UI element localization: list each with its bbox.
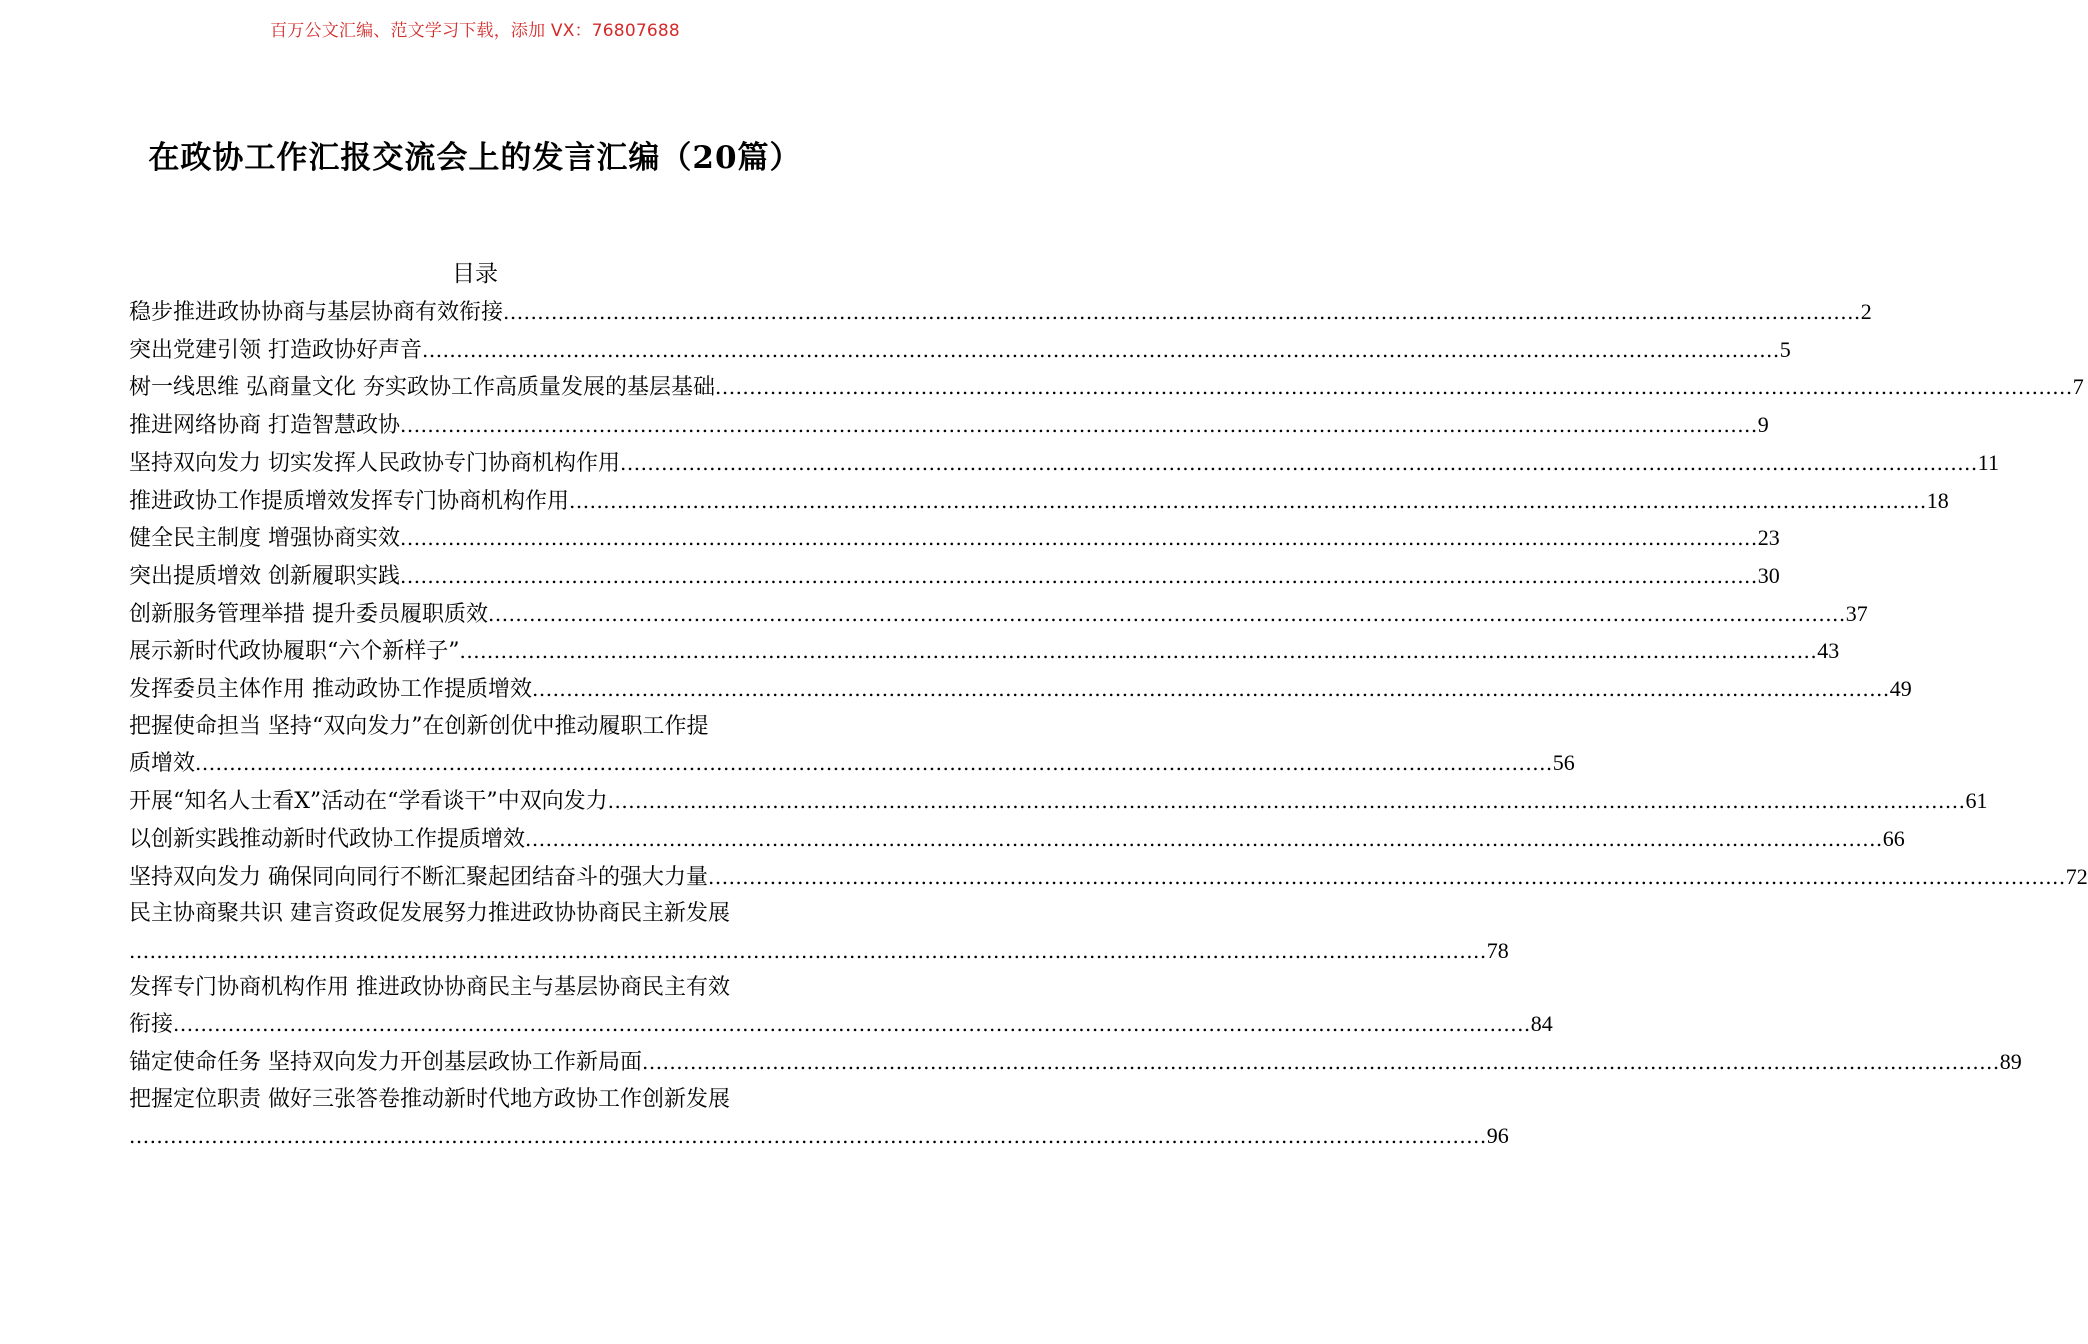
toc-entry-title: 突出提质增效 创新履职实践 <box>129 563 400 589</box>
toc-entry-title: 发挥委员主体作用 推动政协工作提质增效 <box>129 677 532 703</box>
toc-entry[interactable] <box>129 933 1509 970</box>
toc-leader-dots <box>525 821 1883 858</box>
toc-entry-title: 健全民主制度 增强协商实效 <box>129 526 400 552</box>
toc-page-number: 49 <box>1889 676 1912 702</box>
toc-entry-line: 发挥专门协商机构作用 推进政协协商民主与基层协商民主有效 <box>129 974 730 1000</box>
toc-entry[interactable] <box>129 407 1769 445</box>
toc-page-number: 7 <box>2072 374 2084 400</box>
toc-entry[interactable] <box>129 821 1905 859</box>
toc-entry[interactable] <box>129 745 1575 783</box>
toc-entry-title: 展示新时代政协履职“六个新样子” <box>129 639 460 665</box>
toc-page-number: 61 <box>1965 788 1988 814</box>
toc-entry-title: 稳步推进政协协商与基层协商有效衔接 <box>129 300 504 325</box>
toc-entry[interactable] <box>129 558 1780 596</box>
toc-entry-title: 创新服务管理举措 提升委员履职质效 <box>129 601 488 627</box>
toc-leader-dots <box>195 745 1553 782</box>
toc-entry-title: 以创新实践推动新时代政协工作提质增效 <box>129 826 526 852</box>
toc-entry[interactable] <box>129 369 2084 407</box>
toc-leader-dots <box>503 294 1861 331</box>
toc-page-number: 5 <box>1779 336 1791 362</box>
header-watermark-note: 百万公文汇编、范文学习下载，添加 VX：76807688 <box>270 21 680 41</box>
toc-page-number: 37 <box>1845 600 1868 626</box>
toc-leader-dots <box>173 1006 1531 1043</box>
toc-leader-dots <box>129 933 1487 970</box>
toc-leader-dots <box>488 596 1846 633</box>
toc-leader-dots <box>400 407 1758 444</box>
toc-page-number: 78 <box>1486 937 1509 963</box>
toc-leader-dots <box>400 558 1758 595</box>
toc-page-number: 30 <box>1757 562 1780 588</box>
toc-leader-dots <box>400 520 1758 557</box>
toc-leader-dots <box>569 483 1927 520</box>
toc-page-number: 11 <box>1977 449 1999 475</box>
toc-entry-line: 民主协商聚共识 建言资政促发展努力推进政协协商民主新发展 <box>129 901 730 927</box>
toc-entry[interactable] <box>129 1118 1509 1155</box>
toc-entry[interactable] <box>129 483 1949 521</box>
toc-entry-title: 开展“知名人士看X”活动在“学看谈干”中双向发力 <box>129 789 608 815</box>
toc-page-number: 18 <box>1926 487 1949 513</box>
toc-leader-dots <box>715 369 2073 406</box>
toc-entry-line: 把握定位职责 做好三张答卷推动新时代地方政协工作创新发展 <box>129 1086 730 1112</box>
toc-page-number: 72 <box>2065 863 2088 889</box>
toc-page-number: 66 <box>1882 825 1905 851</box>
toc-page-number: 84 <box>1530 1011 1553 1037</box>
toc-entry-title: 坚持双向发力 切实发挥人民政协专门协商机构作用 <box>129 450 620 476</box>
toc-leader-dots <box>620 445 1978 482</box>
toc-leader-dots <box>129 1118 1487 1155</box>
toc-leader-dots <box>608 783 1966 820</box>
toc-entry[interactable] <box>129 445 1999 483</box>
toc-entry[interactable] <box>129 671 1912 709</box>
toc-entry-title: 坚持双向发力 确保同向同行不断汇聚起团结奋斗的强大力量 <box>129 864 708 890</box>
toc-entry[interactable] <box>129 783 1988 821</box>
toc-entry[interactable] <box>129 633 1840 671</box>
toc-page-number: 89 <box>1999 1049 2022 1075</box>
toc-heading: 目录 <box>452 261 498 287</box>
toc-page-number: 2 <box>1860 299 1872 324</box>
document-title: 在政协工作汇报交流会上的发言汇编（20篇） <box>148 140 802 176</box>
toc-page-number: 9 <box>1757 412 1769 438</box>
toc-entry[interactable] <box>129 294 1872 332</box>
toc-entry[interactable] <box>129 332 1791 370</box>
toc-entry[interactable] <box>129 1006 1553 1044</box>
toc-leader-dots <box>532 671 1890 708</box>
toc-entry-line: 把握使命担当 坚持“双向发力”在创新创优中推动履职工作提 <box>129 713 709 739</box>
toc-entry[interactable] <box>129 1044 2022 1082</box>
toc-leader-dots <box>708 859 2066 896</box>
toc-page-number: 96 <box>1486 1123 1509 1149</box>
toc-entry-title: 锚定使命任务 坚持双向发力开创基层政协工作新局面 <box>129 1050 642 1076</box>
toc-entry-title: 推进政协工作提质增效发挥专门协商机构作用 <box>129 488 570 514</box>
toc-entry-title: 突出党建引领 打造政协好声音 <box>129 337 422 363</box>
toc-leader-dots <box>642 1044 2000 1081</box>
toc-entry-title: 树一线思维 弘商量文化 夯实政协工作高质量发展的基层基础 <box>129 375 715 401</box>
toc-leader-dots <box>422 332 1780 369</box>
toc-page-number: 23 <box>1757 525 1780 551</box>
toc-entry-title: 推进网络协商 打造智慧政协 <box>129 413 400 439</box>
toc-entry[interactable] <box>129 596 1868 634</box>
toc-entry[interactable] <box>129 520 1780 558</box>
toc-page-number: 56 <box>1552 750 1575 776</box>
toc-page-number: 43 <box>1817 638 1840 664</box>
table-of-contents <box>129 294 2088 1155</box>
toc-entry-title: 质增效 <box>129 751 196 777</box>
toc-leader-dots <box>460 633 1818 670</box>
toc-entry-title: 衔接 <box>129 1012 174 1038</box>
toc-entry[interactable] <box>129 859 2088 897</box>
